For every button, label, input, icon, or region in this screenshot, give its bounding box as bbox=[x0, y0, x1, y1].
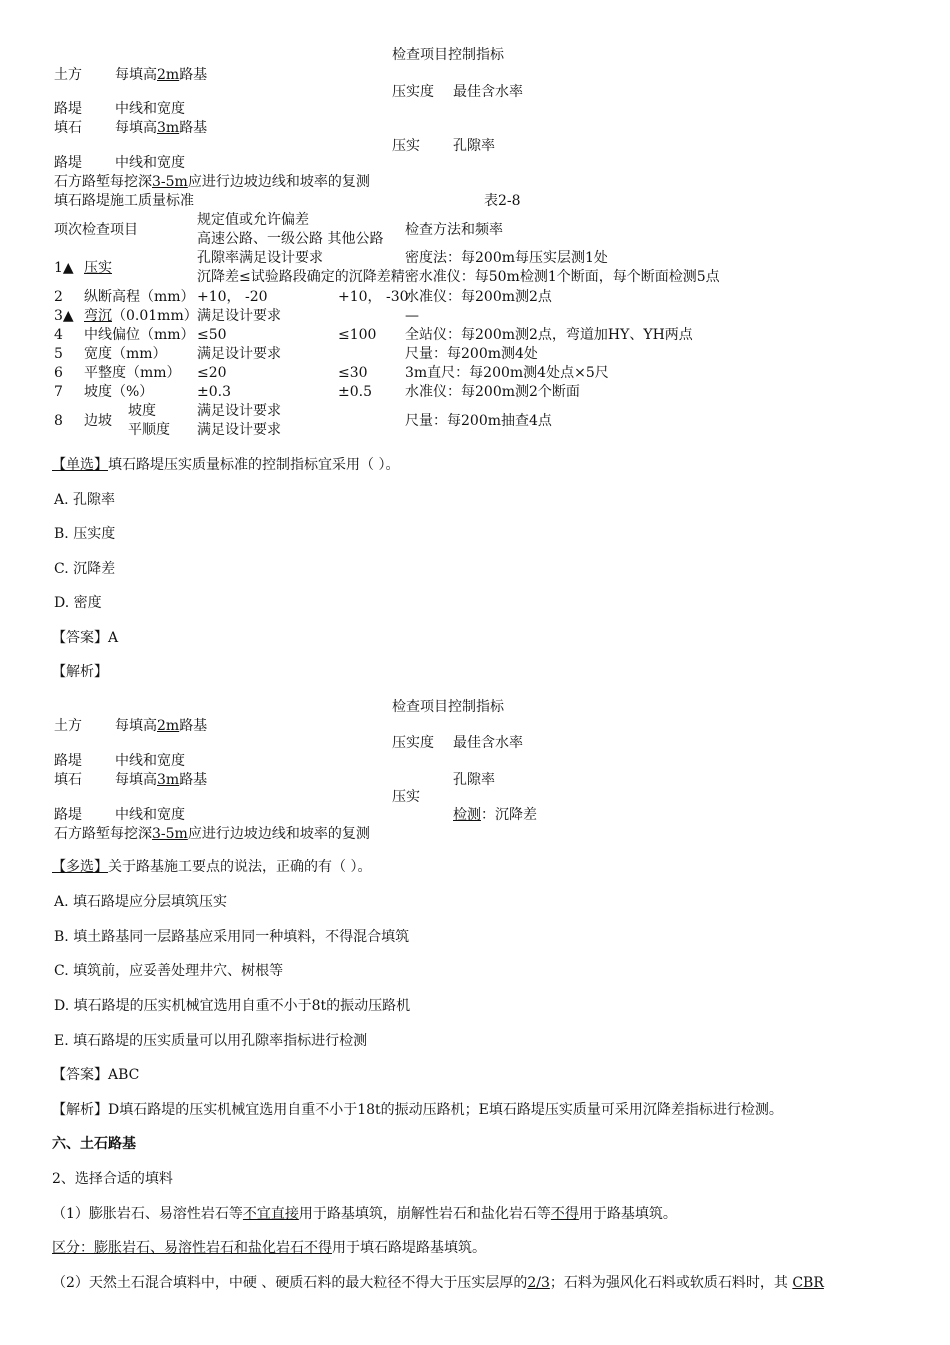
option-a: A. 填石路堤应分层填筑压实 bbox=[54, 894, 228, 910]
rock-cut-note: 石方路堑每挖深3-5m应进行边坡边线和坡率的复测 bbox=[54, 826, 370, 842]
paragraph-3: （2）天然土石混合填料中，中硬 、硬质石料的最大粒径不得大于压实层厚的2/3；石料为强风化石料或软质石料时，其 CBR bbox=[52, 1275, 824, 1291]
row-spec-a: 满足设计要求 bbox=[197, 308, 281, 324]
tianshi-rule: 每填高3m路基 bbox=[115, 772, 208, 788]
question-stem: 【多选】关于路基施工要点的说法，正确的有（ ）。 bbox=[52, 859, 372, 875]
row-spec-a: ±0.3 bbox=[197, 384, 231, 400]
label-yashidu: 压实度 bbox=[392, 84, 434, 100]
row-method: 水准仪：每200m测2个断面 bbox=[405, 384, 580, 400]
row-method: 尺量：每200m抽查4点 bbox=[405, 413, 552, 429]
row-subitem: 坡度 bbox=[128, 403, 156, 419]
option-d: D. 填石路堤的压实机械宜选用自重不小于8t的振动压路机 bbox=[54, 998, 411, 1014]
table-title: 填石路堤施工质量标准 bbox=[54, 193, 194, 209]
answer: 【答案】ABC bbox=[52, 1067, 140, 1083]
label-ludi: 路堤 bbox=[54, 753, 82, 769]
row-spec: 孔隙率满足设计要求 bbox=[197, 250, 323, 266]
row-spec-b: +10， -30 bbox=[338, 289, 409, 305]
header-method: 检查方法和频率 bbox=[405, 222, 503, 238]
label-kongxilv: 孔隙率 bbox=[453, 772, 495, 788]
label-jiance: 检测：沉降差 bbox=[453, 807, 537, 823]
row-spec-b: ≤100 bbox=[338, 327, 377, 343]
label-tianshi: 填石 bbox=[54, 120, 82, 136]
label-tufang: 土方 bbox=[54, 67, 82, 83]
row-item: 宽度（mm） bbox=[84, 346, 167, 362]
row-no: 3▲ bbox=[54, 308, 74, 324]
option-b: B. 填土路基同一层路基应采用同一种填料，不得混合填筑 bbox=[54, 929, 410, 945]
row-item: 边坡 bbox=[84, 413, 112, 429]
rock-cut-note: 石方路堑每挖深3-5m应进行边坡边线和坡率的复测 bbox=[54, 174, 370, 190]
option-e: E. 填石路堤的压实质量可以用孔隙率指标进行检测 bbox=[54, 1033, 368, 1049]
label-ludi: 路堤 bbox=[54, 155, 82, 171]
block-header: 检查项目控制指标 bbox=[392, 699, 504, 715]
header-item: 项次检查项目 bbox=[54, 222, 138, 238]
tufang-rule: 每填高2m路基 bbox=[115, 67, 208, 83]
table-number: 表2-8 bbox=[484, 193, 521, 209]
row-item: 纵断高程（mm） bbox=[84, 289, 195, 305]
label-zhongxian: 中线和宽度 bbox=[115, 101, 185, 117]
header-spec: 规定值或允许偏差 bbox=[197, 212, 309, 228]
row-spec-a: 满足设计要求 bbox=[197, 346, 281, 362]
label-tufang: 土方 bbox=[54, 718, 82, 734]
row-spec-a: ≤50 bbox=[197, 327, 227, 343]
row-no: 7 bbox=[54, 384, 63, 400]
row-item: 压实 bbox=[84, 260, 112, 276]
row-item: 坡度（%） bbox=[84, 384, 154, 400]
row-item: 弯沉（0.01mm） bbox=[84, 308, 198, 324]
analysis: 【解析】D填石路堤的压实机械宜选用自重不小于18t的振动压路机；E填石路堤压实质量可采用沉降差指标进行检测。 bbox=[52, 1102, 783, 1118]
label-yashi: 压实 bbox=[392, 138, 420, 154]
row-spec-a: ≤20 bbox=[197, 365, 227, 381]
row-spec-method: 沉降差≤试验路段确定的沉降差精密水准仪：每50m检测1个断面，每个断面检测5点 bbox=[197, 269, 720, 285]
label-zhongxian: 中线和宽度 bbox=[115, 155, 185, 171]
label-yashidu: 压实度 bbox=[392, 735, 434, 751]
row-method: 全站仪：每200m测2点，弯道加HY、YH两点 bbox=[405, 327, 693, 343]
row-spec-b: ±0.5 bbox=[338, 384, 372, 400]
label-zuijia: 最佳含水率 bbox=[453, 84, 523, 100]
question-stem: 【单选】填石路堤压实质量标准的控制指标宜采用（ ）。 bbox=[52, 457, 400, 473]
row-method: — bbox=[405, 308, 419, 324]
paragraph-2: 区分：膨胀岩石、易溶性岩石和盐化岩石不得用于填石路堤路基填筑。 bbox=[52, 1240, 486, 1256]
row-spec-a: 满足设计要求 bbox=[197, 403, 281, 419]
label-ludi: 路堤 bbox=[54, 807, 82, 823]
block-header: 检查项目控制指标 bbox=[392, 47, 504, 63]
tufang-rule: 每填高2m路基 bbox=[115, 718, 208, 734]
row-no: 8 bbox=[54, 413, 63, 429]
analysis: 【解析】 bbox=[52, 664, 108, 680]
label-ludi: 路堤 bbox=[54, 101, 82, 117]
row-no: 1▲ bbox=[54, 260, 74, 276]
option-b: B. 压实度 bbox=[54, 526, 116, 542]
row-no: 6 bbox=[54, 365, 63, 381]
subsection-heading: 2、选择合适的填料 bbox=[52, 1171, 173, 1187]
label-tianshi: 填石 bbox=[54, 772, 82, 788]
row-method: 水准仪：每200m测2点 bbox=[405, 289, 552, 305]
row-no: 2 bbox=[54, 289, 63, 305]
row-method: 尺量：每200m测4处 bbox=[405, 346, 538, 362]
answer: 【答案】A bbox=[52, 630, 119, 646]
option-a: A. 孔隙率 bbox=[54, 492, 116, 508]
option-c: C. 沉降差 bbox=[54, 561, 116, 577]
row-no: 4 bbox=[54, 327, 63, 343]
label-zhongxian: 中线和宽度 bbox=[115, 753, 185, 769]
row-subitem: 平顺度 bbox=[128, 422, 170, 438]
option-d: D. 密度 bbox=[54, 595, 102, 611]
row-item: 中线偏位（mm） bbox=[84, 327, 195, 343]
row-method: 密度法：每200m每压实层测1处 bbox=[405, 250, 608, 266]
section-heading: 六、土石路基 bbox=[52, 1136, 136, 1152]
row-method: 3m直尺：每200m测4处点×5尺 bbox=[405, 365, 609, 381]
header-spec-sub: 高速公路、一级公路 其他公路 bbox=[197, 231, 384, 247]
label-kongxilv: 孔隙率 bbox=[453, 138, 495, 154]
label-zhongxian: 中线和宽度 bbox=[115, 807, 185, 823]
option-c: C. 填筑前，应妥善处理井穴、树根等 bbox=[54, 963, 284, 979]
label-yashi: 压实 bbox=[392, 789, 420, 805]
label-zuijia: 最佳含水率 bbox=[453, 735, 523, 751]
paragraph-1: （1）膨胀岩石、易溶性岩石等不宜直接用于路基填筑，崩解性岩石和盐化岩石等不得用于路基填筑。 bbox=[52, 1206, 677, 1222]
row-spec-a: +10， -20 bbox=[197, 289, 268, 305]
row-spec-a: 满足设计要求 bbox=[197, 422, 281, 438]
row-item: 平整度（mm） bbox=[84, 365, 181, 381]
row-spec-b: ≤30 bbox=[338, 365, 368, 381]
row-no: 5 bbox=[54, 346, 63, 362]
tianshi-rule: 每填高3m路基 bbox=[115, 120, 208, 136]
